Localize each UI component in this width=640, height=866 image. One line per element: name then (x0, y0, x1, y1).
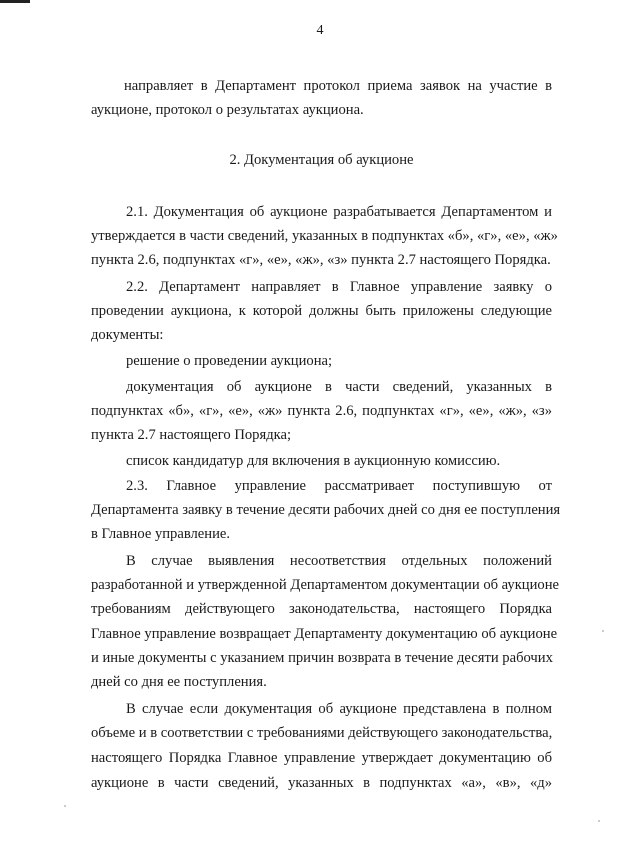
section-heading: 2. Документация об аукционе (229, 152, 414, 168)
text-line-23: дней со дня ее поступления. (91, 674, 267, 690)
text-line-17: в Главное управление. (91, 526, 231, 542)
text-line-2: аукционе, протокол о результатах аукциона. (91, 102, 364, 118)
text-line-1: направляет в Департамент протокол приема заявок на участие в (124, 78, 552, 94)
text-line-21: Главное управление возвращает Департаменту документацию об аукционе (91, 626, 558, 642)
text-line-10: решение о проведении аукциона; (126, 353, 333, 369)
text-line-24: В случае если документация об аукционе представлена в полном (126, 701, 552, 717)
text-line-25: объеме и в соответствии с требованиями действующего законодательства, (91, 725, 553, 741)
text-line-15: 2.3. Главное управление рассматривает поступившую от (126, 478, 552, 494)
text-line-19: разработанной и утвержденной Департаментом документации об аукционе (91, 577, 560, 593)
text-line-7: 2.2. Департамент направляет в Главное управление заявку о (126, 279, 552, 295)
text-line-18: В случае выявления несоответствия отдельных положений (126, 553, 552, 569)
text-line-11: документация об аукционе в части сведений, указанных в (126, 379, 552, 395)
text-line-5: утверждается в части сведений, указанных в подпунктах «б», «г», «е», «ж» (91, 228, 558, 244)
scan-speck (598, 820, 600, 822)
scan-edge-mark (0, 0, 30, 3)
text-line-20: требованиям действующего законодательства, настоящего Порядка (91, 601, 552, 617)
text-line-27: аукционе в части сведений, указанных в подпунктах «а», «в», «д» (91, 775, 552, 791)
page-number: 4 (316, 23, 324, 38)
scan-speck (602, 630, 604, 632)
scan-speck (64, 805, 66, 807)
text-line-6: пункта 2.6, подпунктах «г», «е», «ж», «з» пункта 2.7 настоящего Порядка. (91, 252, 551, 268)
text-line-4: 2.1. Документация об аукционе разрабатывается Департаментом и (126, 204, 552, 220)
text-line-13: пункта 2.7 настоящего Порядка; (91, 427, 292, 443)
text-line-8: проведении аукциона, к которой должны быть приложены следующие (91, 303, 552, 319)
text-line-9: документы: (91, 327, 164, 343)
text-line-12: подпунктах «б», «г», «е», «ж» пункта 2.6, подпунктах «г», «е», «ж», «з» (91, 403, 552, 419)
text-line-16: Департамента заявку в течение десяти рабочих дней со дня ее поступления (91, 502, 561, 518)
text-line-14: список кандидатур для включения в аукционную комиссию. (126, 453, 501, 469)
text-line-22: и иные документы с указанием причин возврата в течение десяти рабочих (91, 650, 553, 666)
text-line-26: настоящего Порядка Главное управление утверждает документацию об (91, 750, 552, 766)
